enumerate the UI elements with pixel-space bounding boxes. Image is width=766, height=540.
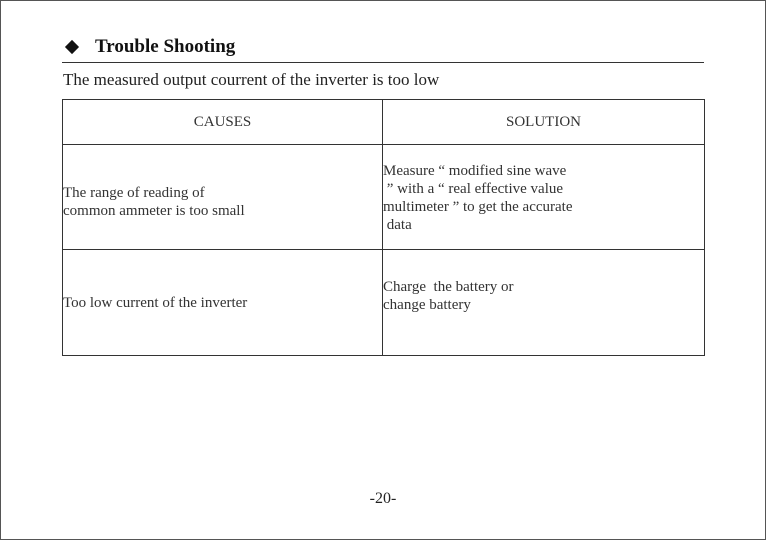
cause-line: Too low current of the inverter [63,294,248,311]
cause-line: common ammeter is too small [63,203,245,219]
table-row [63,250,705,356]
diamond-bullet-icon [65,40,79,54]
solution-line: ” with a “ real effective value [383,181,564,197]
solution-cell [383,145,705,250]
table-row [63,145,705,250]
table-header-row [63,100,705,145]
solution-line: multimeter ” to get the accurate [383,199,573,215]
troubleshooting-table [62,99,705,356]
page-number: -20- [369,490,397,507]
solution-line: Measure “ modified sine wave [383,163,567,179]
section-title: Trouble Shooting [95,36,236,57]
problem-statement: The measured output courrent of the inverter is too low [63,70,440,89]
solution-cell [383,250,705,356]
solution-header: SOLUTION [383,100,705,145]
solution-line: Charge the battery or [383,278,514,295]
cause-cell [63,250,383,356]
cause-cell [63,145,383,250]
cause-line: The range of reading of [63,185,205,201]
section-heading [64,36,235,58]
solution-line: change battery [383,296,471,313]
causes-header: CAUSES [63,100,383,145]
solution-line: data [383,217,412,233]
heading-divider [62,62,704,63]
